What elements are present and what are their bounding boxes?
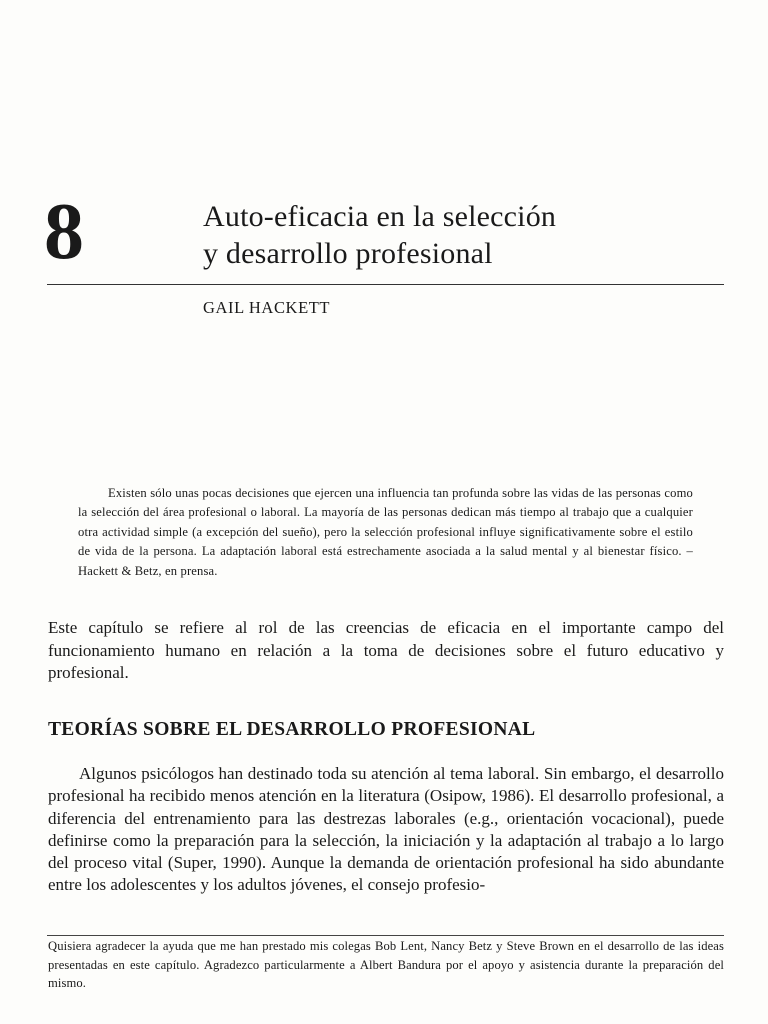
body-paragraph: Algunos psicólogos han destinado toda su atención al tema laboral. Sin embargo, el desarrollo profesional ha recibido menos atención en la literatura (Osipow, 1986). El desarrollo profesional, a diferencia del entrenamiento para las destrezas laborales (e.g., orientación vocacional), puede definirse como la preparación para la selección, la iniciación y la adaptación al trabajo a lo largo del proceso vital (Super, 1990). Aunque la demanda de orientación profesional ha sido abundante entre los adolescentes y los adultos jóvenes, el consejo profesio- — [48, 764, 724, 895]
author-name: GAIL HACKETT — [203, 298, 331, 317]
epigraph-quote: Existen sólo unas pocas decisiones que ejercen una influencia tan profunda sobre las vidas de las personas como la selección del área profesional o laboral. La mayoría de las personas dedican más tiempo al trabajo que a cualquier otra actividad simple (a excepción del sueño), pero la selección profesional influye significativamente sobre el estilo de vida de la persona. La adaptación laboral está estrechamente asociada a la salud mental y al bienestar físico. –Hackett & Betz, en prensa. — [78, 486, 693, 578]
chapter-number: 8 — [44, 188, 84, 276]
chapter-title — [203, 198, 556, 272]
title-divider — [47, 284, 724, 285]
chapter-title-line-1: Auto-eficacia en la selección — [203, 200, 557, 233]
chapter-title-line-2: y desarrollo profesional — [203, 237, 493, 270]
section-heading: TEORÍAS SOBRE EL DESARROLLO PROFESIONAL — [48, 719, 536, 740]
footnote: Quisiera agradecer la ayuda que me han prestado mis colegas Bob Lent, Nancy Betz y Steve Brown en el desarrollo de las ideas presentadas en este capítulo. Agradezco particularmente a Albert Bandura por el apoyo y asistencia durante la preparación del mismo. — [48, 939, 724, 991]
footnote-divider — [47, 935, 724, 936]
intro-paragraph: Este capítulo se refiere al rol de las creencias de eficacia en el importante campo del funcionamiento humano en relación a la toma de decisiones sobre el futuro educativo y profesional. — [48, 618, 724, 682]
